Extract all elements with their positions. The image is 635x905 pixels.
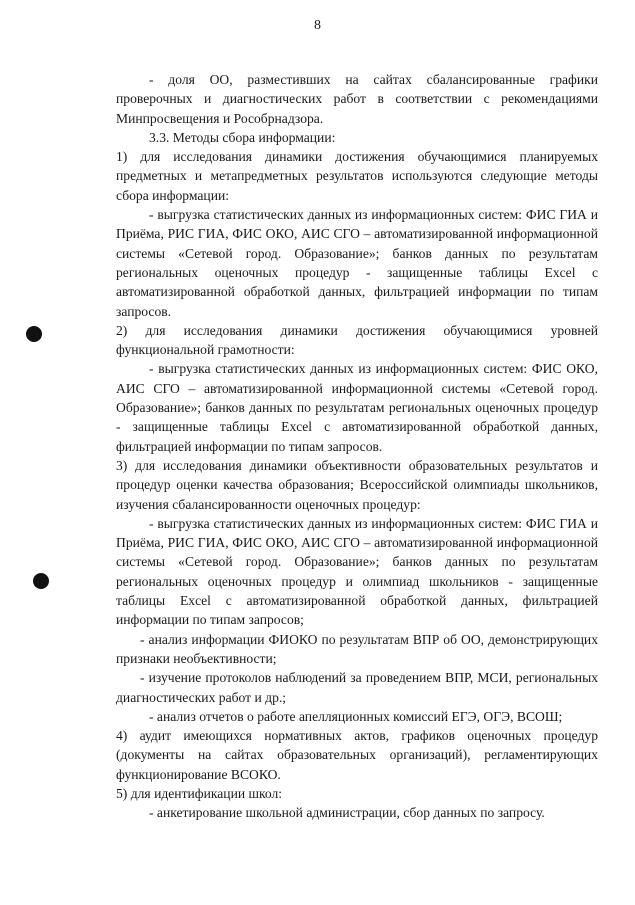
- document-body: [116, 70, 598, 823]
- list-item-1: 1) для исследования динамики достижения обучающимися планируемых предметных и метапредметных результатов используются следующие методы сбора информации:: [116, 149, 598, 203]
- list-item-3-method-protocols: - изучение протоколов наблюдений за проведением ВПР, МСИ, региональных диагностических работ и др.;: [116, 670, 598, 705]
- list-item-5-method: - анкетирование школьной администрации, сбор данных по запросу.: [149, 805, 545, 821]
- list-item-3-method-fioko: - анализ информации ФИОКО по результатам ВПР об ОО, демонстрирующих признаки необъективности;: [116, 631, 598, 666]
- list-item-3-method-export: - выгрузка статистических данных из информационных систем: ФИС ГИА и Приёма, РИС ГИА, ФИС ОКО, АИС СГО – автоматизированной информационной системы «Сетевой город. Образование»; банков данных по результатам региональных оценочных процедур и олимпиад школьников - защищенные таблицы Excel с автоматизированной обработкой данных, фильтрацией информации по типам запросов;: [116, 515, 598, 628]
- section-heading-3-3: 3.3. Методы сбора информации:: [149, 129, 336, 145]
- list-item-3: 3) для исследования динамики объективности образовательных результатов и процедур оценки качества образования; Всероссийской олимпиады школьников, изучения сбалансированности оценочных процедур:: [116, 457, 598, 512]
- list-item-3-method-appeals: - анализ отчетов о работе апелляционных комиссий ЕГЭ, ОГЭ, ВСОШ;: [149, 708, 563, 724]
- punch-hole-top: [26, 326, 42, 342]
- list-item-2: 2) для исследования динамики достижения обучающимися уровней функциональной грамотности:: [116, 322, 598, 358]
- list-item-2-method: - выгрузка статистических данных из информационных систем: ФИС ОКО, АИС СГО – автоматизированной информационной системы «Сетевой город. Образование»; банков данных по результатам региональных оценочных процедур - защищенные таблицы Excel с автоматизированной обработкой данных, фильтрацией информации по типам запросов.: [116, 361, 598, 454]
- list-item-5: 5) для идентификации школ:: [116, 785, 283, 801]
- punch-hole-bottom: [33, 573, 49, 589]
- paragraph-share-of-schools: - доля ОО, разместивших на сайтах сбалансированные графики проверочных и диагностических работ в соответствии с рекомендациями Минпросвещения и Рособрнадзора.: [116, 72, 598, 126]
- list-item-1-method: - выгрузка статистических данных из информационных систем: ФИС ГИА и Приёма, РИС ГИА, ФИС ОКО, АИС СГО – автоматизированной информационной системы «Сетевой город. Образование»; банков данных по результатам региональных оценочных процедур - защищенные таблицы Excel с автоматизированной обработкой данных, фильтрацией информации по типам запросов.: [116, 207, 598, 319]
- page-number: 8: [314, 18, 321, 33]
- list-item-4: 4) аудит имеющихся нормативных актов, графиков оценочных процедур (документы на сайтах образовательных организаций), регламентирующих функционирование ВСОКО.: [116, 728, 598, 782]
